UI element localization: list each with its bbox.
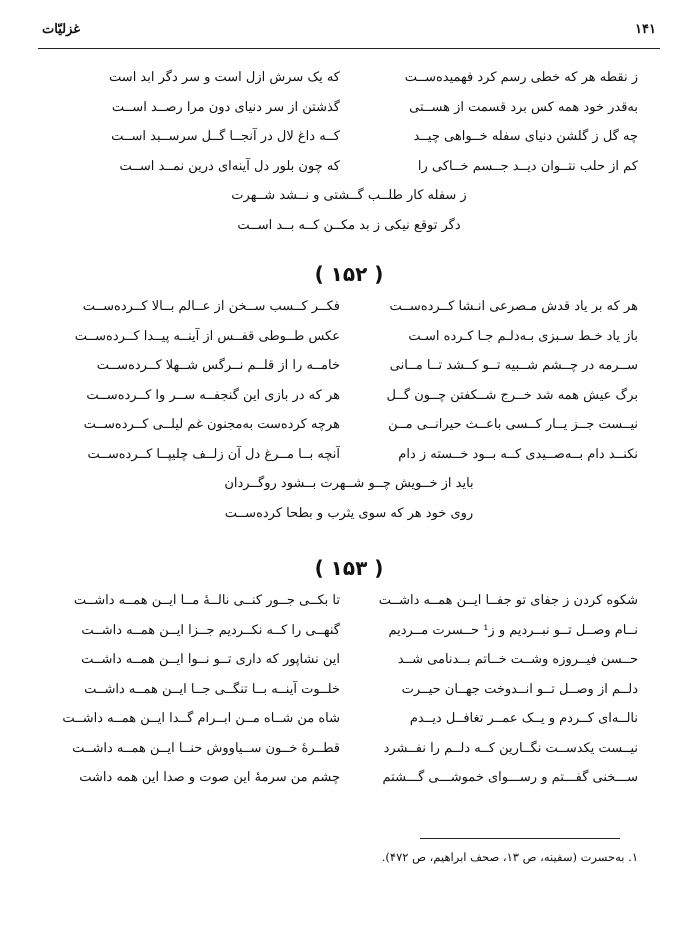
couplet-list: [60, 292, 638, 469]
hemistich-right: باز یاد خـط سـبزی بـه‌دلـم جـا کـرده اسـت: [408, 328, 638, 344]
running-title: غزلیّات: [42, 22, 81, 37]
hemistich-left: این نشاپور که داری تــو نــوا ایــن همــه داشــت: [81, 652, 340, 667]
hemistich-left: آنچه بــا مــرغ دل آن زلــف چلیپــا کــرده‌ســت: [87, 446, 340, 462]
footnote: ۱. به‌حسرت (سفینه، ص ۱۳، صحف ابراهیم، ص ۴۷۲).: [381, 850, 638, 864]
hemistich-right: نیــست جــز یــار کــسی باعــث حیرانــی مــن: [388, 417, 638, 432]
hemistich-right: دلــم از وصــل تــو انــدوخت جهــان حیــرت: [401, 681, 638, 697]
hemistich-left: فکــر کــسب ســخن از عــالم بــالا کــرده‌ســت: [82, 299, 340, 314]
hemistich-left: گذشتن از سر دنیای دون مرا رصــد اســت: [111, 99, 340, 115]
hemistich-left: خلــوت آینــه بــا تنگــی جــا ایــن همــه داشــت: [84, 681, 340, 697]
couplet-list: [60, 586, 638, 793]
hemistich-right: هر که بر یاد قدش مـصرعی انـشا کــرده‌ســت: [389, 299, 638, 314]
hemistich-left: تا بکــی جــور کنــی نالــهٔ مــا ایــن همــه داشــت: [73, 593, 340, 608]
couplet-list: [60, 63, 638, 181]
hemistich-left: کــه داغ لال در آنجــا گــل سرســبد اســت: [111, 129, 340, 144]
closing-line: روی خود هر که سوی یثرب و بطحا کرده‌ســت: [224, 505, 474, 521]
hemistich-left: خامــه را از قلــم نــرگس شــهلا کــرده‌ســت: [96, 358, 340, 373]
hemistich-right: کم از حلب نتــوان دیــد جــسم خــاکی را: [417, 158, 638, 174]
top-poem: [60, 63, 638, 240]
closing-line: دگر توقع نیکی ز بد مکــن کــه بــد اســت: [237, 217, 461, 233]
hemistich-right: نیــست یکدســت نگــارین کــه دلــم را نفــشرد: [383, 740, 638, 756]
page-number: ۱۴۱: [635, 22, 656, 37]
hemistich-right: به‌قدر خود همه کس برد قسمت از هســتی: [409, 99, 638, 115]
hemistich-right: نالــه‌ای کــردم و یــک عمــر تغافــل دیــدم: [409, 711, 638, 726]
hemistich-left: که چون بلور دل آینه‌ای درین نمــد اســت: [119, 158, 340, 174]
hemistich-left: هرچه کرده‌ست به‌مجنون غم لیلــی کــرده‌ســت: [83, 417, 340, 432]
hemistich-left: گنهــی را کــه نکــردیم جــزا ایــن همــه داشــت: [81, 622, 340, 638]
hemistich-right: چه گل ز گلشن دنیای سفله خــواهی چیــد: [413, 129, 638, 144]
closing-line: ز سفله کار طلــب گــشتی و نــشد شــهرت: [231, 188, 467, 203]
hemistich-left: قطــرهٔ خــون ســیاووش حنــا ایــن همــه داشــت: [72, 740, 340, 756]
hemistich-left: شاه من شــاه مــن ابــرام گــدا ایــن همــه داشــت: [62, 711, 340, 726]
hemistich-right: ز نقطه هر که خطی رسم کرد فهمیده‌ســت: [404, 70, 638, 85]
footnote-divider: [420, 838, 620, 839]
poem-153: [60, 586, 638, 793]
hemistich-right: شکوه کردن ز جفای تو جفــا ایــن همــه داشــت: [378, 593, 638, 608]
closing-line: باید از خــویش چــو شــهرت بــشود روگــردان: [224, 476, 474, 491]
page-header: [38, 18, 660, 49]
hemistich-right: نکنــد دام بــه‌صــیدی کــه بــود خــسته ز دام: [398, 446, 638, 462]
hemistich-right: حــسن فیــروزه وشــت خــاتم بــدنامی شــد: [397, 652, 638, 667]
hemistich-right: برگ عیش همه شد خــرج شــکفتن چــون گــل: [386, 387, 638, 403]
poem-number-heading: ( ۱۵۲ ): [314, 262, 384, 286]
hemistich-right: ســـخنی گفـــتم و رســـوای خموشـــی گـــشتم: [382, 770, 638, 785]
hemistich-left: عکس طــوطی قفــس از آینــه پیــدا کــرده‌ســت: [74, 328, 340, 344]
hemistich-left: هر که در بازی این گنجفــه ســر وا کــرده‌ســت: [86, 387, 340, 403]
hemistich-left: که یک سرش ازل است و سر دگر ابد است: [109, 70, 340, 85]
hemistich-right: نــام وصــل تــو نبــردیم و ز¹ حــسرت مــردیم: [388, 622, 638, 638]
poem-152: [60, 292, 638, 528]
hemistich-left: چشم من سرمهٔ این صوت و صدا این همه داشت: [79, 770, 340, 785]
hemistich-right: ســرمه در چــشم شــبیه تــو کــشد تــا مــانی: [389, 358, 638, 373]
poem-number-heading: ( ۱۵۳ ): [314, 556, 384, 580]
